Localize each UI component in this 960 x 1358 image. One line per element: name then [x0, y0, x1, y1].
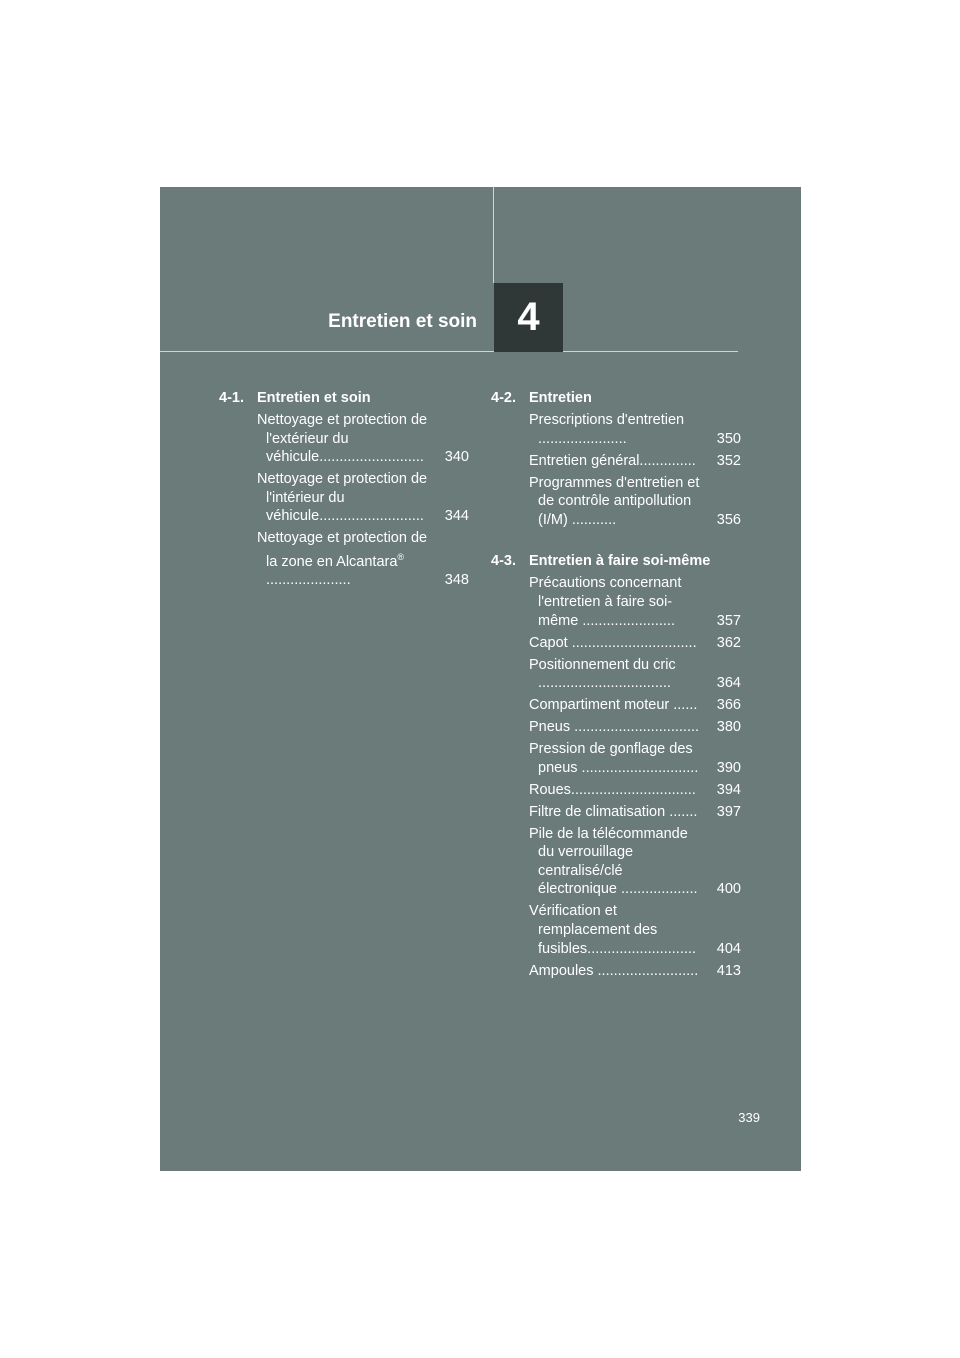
toc-entry[interactable] [529, 656, 741, 693]
toc-entry-label: Pile de la télécommande du verrouillage centralisé/clé électronique ................... [529, 825, 698, 898]
toc-entry-page: 350 [716, 430, 741, 447]
section-title: Entretien [529, 390, 592, 406]
header-vertical-rule [493, 187, 494, 283]
toc-entry[interactable] [529, 574, 741, 630]
section-number: 4-1. [219, 390, 244, 406]
toc-section-heading[interactable] [219, 388, 469, 408]
toc-entry-leader: ..................... [266, 572, 351, 589]
toc-entry-label: Ampoules ......................... [529, 962, 699, 979]
toc-entry-label: Positionnement du cric ................................. [529, 656, 676, 692]
toc-entry[interactable] [257, 470, 469, 526]
toc-entry[interactable] [529, 902, 741, 958]
toc-entry-page: 413 [716, 962, 741, 979]
toc-section-heading[interactable] [491, 551, 741, 571]
toc-entry-label: Programmes d'entretien et de contrôle antipollution (I/M) ........... [529, 474, 700, 528]
toc-entry-label: Pneus ............................... [529, 719, 700, 736]
toc-entry-label: Entretien général.............. [529, 452, 696, 469]
header-horizontal-rule [160, 351, 738, 352]
toc-entry-label: Nettoyage et protection de l'intérieur du véhicule.......................... [257, 471, 428, 525]
toc-entry[interactable] [529, 781, 741, 800]
chapter-number: 4 [517, 295, 540, 339]
toc-entry-label: Roues............................... [529, 781, 696, 798]
toc-entry-label: Filtre de climatisation ....... [529, 803, 698, 820]
toc-column-left [219, 388, 469, 590]
section-number: 4-3. [491, 553, 516, 570]
toc-entry[interactable] [529, 474, 741, 530]
chapter-title: Entretien et soin [328, 311, 477, 332]
page-number: 339 [738, 1110, 760, 1125]
toc-entry-label: Nettoyage et protection de la zone en Alcantara [257, 530, 428, 570]
registered-mark: ® [397, 551, 405, 562]
toc-entry[interactable] [529, 452, 741, 471]
toc-entry-label: Capot ............................... [529, 634, 697, 651]
toc-entry-page: 404 [716, 940, 741, 957]
toc-entry-page: 390 [716, 759, 741, 776]
toc-entry[interactable] [529, 825, 741, 899]
section-spacer [491, 529, 741, 551]
toc-entry[interactable] [529, 803, 741, 822]
chapter-panel [160, 187, 801, 1171]
toc-entry-label: Nettoyage et protection de l'extérieur du véhicule.......................... [257, 412, 428, 466]
toc-entry-page: 348 [444, 572, 469, 589]
toc-entry-page: 357 [716, 612, 741, 629]
toc-entry-page: 397 [716, 803, 741, 820]
toc-entry-page: 380 [716, 719, 741, 736]
section-title: Entretien à faire soi-même [529, 553, 711, 570]
toc-entry-page: 352 [716, 452, 741, 469]
toc-entry[interactable] [257, 411, 469, 467]
toc-entry[interactable] [529, 718, 741, 737]
toc-entry[interactable] [529, 634, 741, 653]
toc-entry-label: Pression de gonflage des pneus ............................. [529, 741, 699, 776]
toc-entry-page: 366 [716, 697, 741, 714]
toc-entry-label: Compartiment moteur ...... [529, 697, 698, 714]
section-number: 4-2. [491, 390, 516, 406]
toc-entry-page: 400 [716, 881, 741, 898]
toc-entry-page: 362 [716, 634, 741, 651]
toc-entry[interactable] [257, 529, 469, 590]
toc-column-right [491, 388, 741, 980]
toc-entry-page: 364 [716, 675, 741, 692]
toc-entry[interactable] [529, 696, 741, 715]
toc-entry-page: 394 [716, 781, 741, 798]
chapter-number-box [494, 283, 563, 352]
toc-entry-label: Prescriptions d'entretien ...................... [529, 412, 685, 447]
toc-entry-page: 340 [444, 449, 469, 466]
toc-entry-page: 356 [716, 511, 741, 528]
toc-entry-label: Vérification et remplacement des fusibles........................... [529, 903, 696, 957]
toc-entry[interactable] [529, 411, 741, 448]
toc-entry-page: 344 [444, 508, 469, 525]
toc-entry[interactable] [529, 962, 741, 981]
toc-section-heading[interactable] [491, 388, 741, 408]
toc-entry[interactable] [529, 740, 741, 777]
toc-entry-label: Précautions concernant l'entretien à faire soi-même ....................... [529, 575, 682, 629]
section-title: Entretien et soin [257, 390, 371, 406]
